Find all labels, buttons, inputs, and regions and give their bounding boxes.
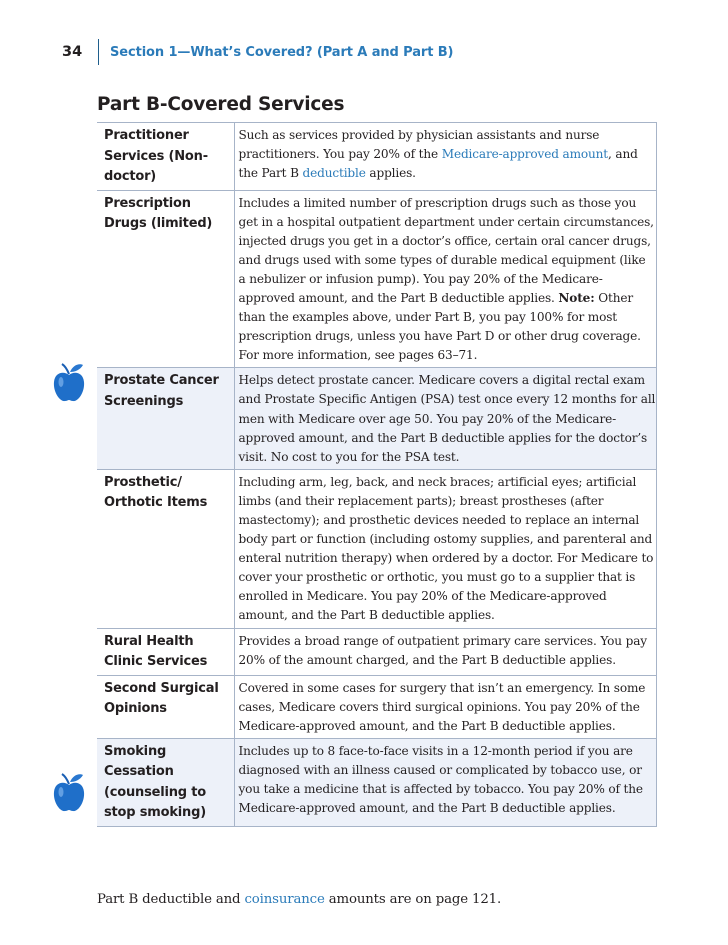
deductible-link[interactable]: deductible bbox=[302, 166, 366, 181]
service-name: Rural Health Clinic Services bbox=[97, 628, 234, 675]
description-text: Such as services provided by physician assistants and nurse practitioners. You pay 20% of the bbox=[238, 128, 600, 162]
description-text: Includes a limited number of prescription drugs such as those you get in a hospital outpatient department under certain circumstances, injected drugs you get in a doctor’s office, certain oral cancer drugs, and drugs used with some types of durable medical equipment (like a nebulizer or infusion pump). You pay 20% of the Medicare-approved amount, and the Part B deductible applies. bbox=[238, 195, 654, 305]
coinsurance-link[interactable]: coinsurance bbox=[244, 892, 325, 907]
section-title: Section 1—What’s Covered? (Part A and Part B) bbox=[110, 44, 454, 60]
service-description bbox=[234, 190, 657, 368]
description-text: , and the Part B bbox=[238, 147, 638, 181]
service-name: Prescription Drugs (limited) bbox=[97, 190, 234, 368]
medicare-approved-amount-link[interactable]: Medicare-approved amount bbox=[441, 147, 609, 162]
table-row bbox=[97, 469, 657, 628]
page-heading: Part B-Covered Services bbox=[97, 94, 345, 115]
table-row bbox=[97, 628, 657, 675]
service-name: Prostate Cancer Screenings bbox=[97, 368, 234, 469]
footer-text: Part B deductible and bbox=[97, 892, 245, 907]
service-name: Smoking Cessation (counseling to stop smoking) bbox=[97, 738, 234, 826]
description-text: Other than the examples above, under Part B, you pay 100% for most prescription drugs, unless you have Part D or other drug coverage. For more information, see pages 63–71. bbox=[238, 290, 641, 363]
footer-note bbox=[97, 892, 501, 907]
service-name: Prosthetic/ Orthotic Items bbox=[97, 469, 234, 628]
service-description: Includes up to 8 face-to-face visits in a 12-month period if you are diagnosed with an illness caused or complicated by tobacco use, or you take a medicine that is affected by tobacco. You pay 20% of the Medicare-approved amount, and the Part B deductible applies. bbox=[234, 738, 657, 826]
description-text: applies. bbox=[365, 166, 416, 181]
service-description bbox=[234, 123, 657, 191]
apple-icon bbox=[52, 361, 86, 403]
service-description: Covered in some cases for surgery that isn’t an emergency. In some cases, Medicare covers third surgical opinions. You pay 20% of the Medicare-approved amount, and the Part B deductible applies. bbox=[234, 675, 657, 738]
header-divider bbox=[98, 39, 99, 65]
service-name: Second Surgical Opinions bbox=[97, 675, 234, 738]
table-row bbox=[97, 738, 657, 826]
table-row bbox=[97, 190, 657, 368]
service-description: Helps detect prostate cancer. Medicare covers a digital rectal exam and Prostate Specific Antigen (PSA) test once every 12 months for all men with Medicare over age 50. You pay 20% of the Medicare-approved amount, and the Part B deductible applies for the doctor’s visit. No cost to you for the PSA test. bbox=[234, 368, 657, 469]
table-row bbox=[97, 123, 657, 191]
page-number: 34 bbox=[62, 44, 83, 60]
service-name: Practitioner Services (Non-doctor) bbox=[97, 123, 234, 191]
services-table bbox=[97, 122, 657, 827]
apple-icon bbox=[52, 771, 86, 813]
footer-text: amounts are on page 121. bbox=[324, 892, 502, 907]
note-label: Note: bbox=[558, 290, 595, 305]
table-row bbox=[97, 368, 657, 469]
service-description: Including arm, leg, back, and neck braces; artificial eyes; artificial limbs (and their replacement parts); breast prostheses (after mastectomy); and prosthetic devices needed to replace an internal body part or function (including ostomy supplies, and parenteral and enteral nutrition therapy) when ordered by a doctor. For Medicare to cover your prosthetic or orthotic, you must go to a supplier that is enrolled in Medicare. You pay 20% of the Medicare-approved amount, and the Part B deductible applies. bbox=[234, 469, 657, 628]
page-header bbox=[62, 38, 453, 66]
table-row bbox=[97, 675, 657, 738]
service-description: Provides a broad range of outpatient primary care services. You pay 20% of the amount charged, and the Part B deductible applies. bbox=[234, 628, 657, 675]
